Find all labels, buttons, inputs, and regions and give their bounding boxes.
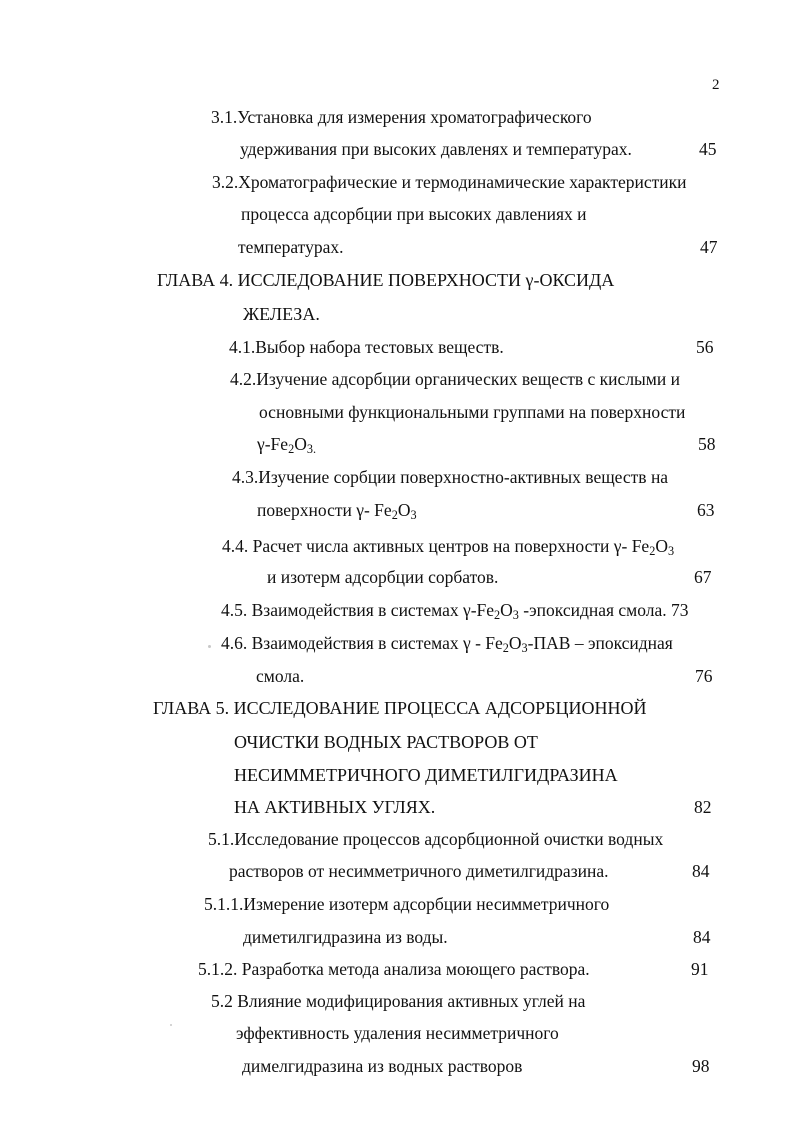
toc-entry-3-1-line-2: удерживания при высоких давленях и температурах. (240, 139, 632, 159)
toc-entry-4-1-page: 56 (696, 337, 714, 357)
toc-entry-4-1-line-1: 4.1.Выбор набора тестовых веществ. (229, 337, 504, 357)
toc-entry-3-2-line-1: 3.2.Хроматографические и термодинамические характеристики (212, 172, 687, 192)
toc-entry-4-3-formula: поверхности γ- $Fe_2O_3$ (257, 500, 417, 523)
toc-entry-3-2-line-2: процесса адсорбции при высоких давлениях и (241, 204, 587, 224)
toc-entry-5-2-page: 98 (692, 1056, 710, 1076)
scan-speck (170, 1024, 172, 1026)
chapter-5-title-line-1: ГЛАВА 5. ИССЛЕДОВАНИЕ ПРОЦЕССА АДСОРБЦИОННОЙ (153, 698, 647, 718)
toc-entry-5-1-line-1: 5.1.Исследование процессов адсорбционной очистки водных (208, 829, 664, 849)
toc-entry-5-1-2-line-1: 5.1.2. Разработка метода анализа моющего раствора. (198, 959, 590, 979)
toc-entry-4-2-formula: $\gamma-Fe_2O_{3.}$ (257, 434, 317, 457)
toc-entry-4-3-line-1: 4.3.Изучение сорбции поверхностно-активных веществ на (232, 467, 669, 487)
toc-entry-5-1-page: 84 (692, 861, 710, 881)
toc-entry-3-1-line-1: 3.1.Установка для измерения хроматографического (211, 107, 592, 127)
toc-entry-4-2-page: 58 (698, 434, 716, 454)
toc-entry-4-4-page: 67 (694, 567, 712, 587)
toc-entry-5-1-1-line-1: 5.1.1.Измерение изотерм адсорбции несимметричного (204, 894, 610, 914)
toc-entry-3-2-line-3: температурах. (238, 237, 344, 257)
toc-entry-5-1-line-2: растворов от несимметричного диметилгидразина. (229, 861, 609, 881)
toc-entry-5-2-line-3: димелгидразина из водных растворов (242, 1056, 523, 1076)
toc-entry-4-2-line-2: основными функциональными группами на поверхности (259, 402, 686, 422)
toc-entry-4-6-formula: 4.6. Взаимодействия в системах γ - $Fe_2O_3$-ПАВ – эпоксидная (221, 633, 673, 656)
toc-entry-3-1-page: 45 (699, 139, 717, 159)
toc-entry-5-1-1-line-2: диметилгидразина из воды. (243, 927, 448, 947)
chapter-4-title-line-2: ЖЕЛЕЗА. (243, 304, 320, 324)
toc-entry-5-1-2-page: 91 (691, 959, 709, 979)
toc-entry-5-2-line-1: 5.2 Влияние модифицирования активных углей на (211, 991, 586, 1011)
toc-entry-4-3-page: 63 (697, 500, 715, 520)
toc-entry-5-1-1-page: 84 (693, 927, 711, 947)
toc-entry-3-2-page: 47 (700, 237, 718, 257)
chapter-5-title-line-4: НА АКТИВНЫХ УГЛЯХ. (234, 797, 436, 817)
toc-entry-4-4-formula: 4.4. Расчет числа активных центров на поверхности γ- $Fe_2O_3$ (222, 536, 675, 559)
toc-entry-4-5-formula: 4.5. Взаимодействия в системах $\gamma-Fe_2O_3$ -эпоксидная смола. 73 (221, 600, 689, 623)
toc-entry-4-4-line-2: и изотерм адсорбции сорбатов. (267, 567, 499, 587)
chapter-4-title-line-1: ГЛАВА 4. ИССЛЕДОВАНИЕ ПОВЕРХНОСТИ γ-ОКСИДА (157, 270, 615, 290)
toc-entry-4-6-line-2: смола. (256, 666, 305, 686)
toc-entry-5-2-line-2: эффективность удаления несимметричного (236, 1023, 559, 1043)
chapter-5-page: 82 (694, 797, 712, 817)
chapter-5-title-line-3: НЕСИММЕТРИЧНОГО ДИМЕТИЛГИДРАЗИНА (234, 765, 618, 785)
scan-speck (208, 645, 211, 648)
page-number: 2 (712, 77, 720, 93)
toc-entry-4-2-line-1: 4.2.Изучение адсорбции органических веществ с кислыми и (230, 369, 680, 389)
chapter-5-title-line-2: ОЧИСТКИ ВОДНЫХ РАСТВОРОВ ОТ (234, 732, 538, 752)
toc-entry-4-6-page: 76 (695, 666, 713, 686)
